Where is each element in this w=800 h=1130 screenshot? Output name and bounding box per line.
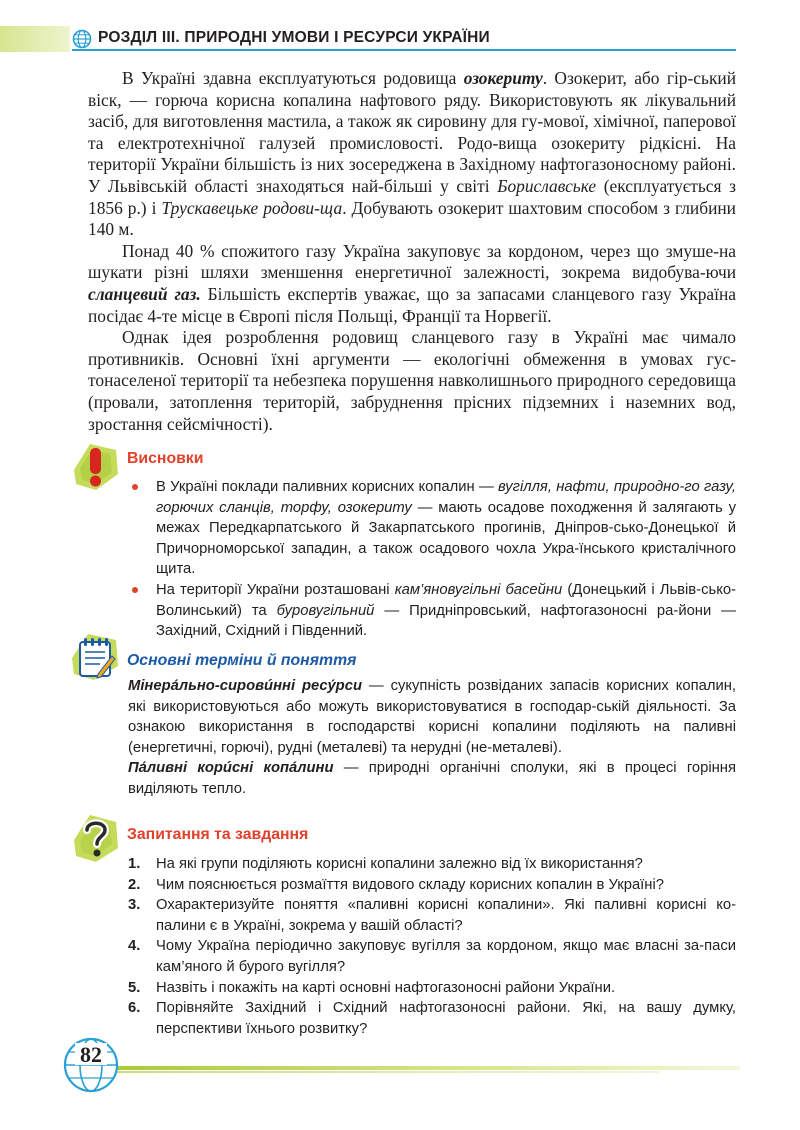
page-number: 82 [80, 1042, 102, 1067]
keyword-ozokerit: озокериту [463, 68, 543, 88]
text-run: — мають осадове походження й залягають у межах Передкарпатського й Закарпатського прогинів, Дніпров-сько-Донецької й Причорноморської западин, а також осадового чохла Укра-їнського кристалічного щита. [156, 499, 737, 578]
text-run: (Донецький і Львів-сько-Волинський) та [156, 581, 736, 619]
term: Па́ливні корúсні копа́лини [128, 760, 334, 777]
text-run: В Україні поклади паливних корисних копалин — [156, 479, 499, 495]
question-number: 4. [128, 938, 141, 955]
question-number: 1. [128, 856, 141, 872]
list-item [128, 580, 736, 642]
deposit-truskavets: Трускавецьке родови-ща [161, 197, 343, 218]
main-text [88, 68, 736, 435]
terms-title: Основні терміни й поняття [127, 652, 357, 669]
question-item [128, 936, 736, 977]
question-text: Чому Україна періодично закуповує вугілля за кордоном, якщо має власні за-паси кам’яного й бурого вугілля? [156, 938, 736, 975]
footer-accent-line [100, 1071, 660, 1073]
question-text: Назвіть і покажіть на карті основні нафтогазоносні райони України. [156, 979, 616, 996]
question-item [128, 854, 736, 875]
paragraph: Однак ідея розроблення родовищ сланцевого газу в Україні має чимало противників. Основні їхні аргументи — екологічні обмеження в умовах гус-тонаселеної території та небезпека порушення навколишнього природного середовища (провали, затоплення територій, забруднення прісних підземних і наземних вод, зростання сейсмічності). [88, 327, 736, 434]
bullet-icon [132, 587, 138, 593]
notepad-icon [70, 632, 120, 682]
question-text: На які групи поділяють корисні копалини залежно від їх використання? [156, 856, 643, 872]
definition: — сукупність розвіданих запасів корисних копалин, які використовуються або можуть використовуватися в господар-ській діяльності. За ознакою використання в господарстві корисні копалини поділяють на паливні (енергетичні, горючі), рудні (металеві) та нерудні (не-металеві). [128, 678, 736, 756]
question-text: Порівняйте Західний і Східний нафтогазоносні райони. Які, на вашу думку, перспективи їхнього розвитку? [156, 1000, 736, 1037]
text-run: Понад 40 % спожитого газу Україна закуповує за кордоном, через що змуше-на шукати різні шляхи зменшення енергетичної залежності, зокрема видобува-ючи [88, 240, 736, 283]
exclamation-icon [70, 440, 122, 492]
text-run: . Озокерит, або гір-ський віск, — горюча корисна копалина нафтового ряду. Використовують як лікувальний засіб, для виготовлення мастила, а також як сировину для гу-мової, хімічної, паперової та електротехнічної галузей промисловості. Родо-вища озокериту рідкісні. На території України більшість із них зосереджена в Західному нафтогазоносному районі. У Львівській області знаходяться най-більші у світі [88, 68, 737, 196]
text-run: Більшість експертів уважає, що за запасами сланцевого газу Україна посідає 4-те місце в Європі після Польщі, Франції та Норвегії. [88, 283, 737, 326]
terms-block [128, 676, 736, 800]
header-rule [72, 49, 736, 51]
term-definition [128, 676, 736, 758]
questions-title: Запитання та завдання [127, 826, 309, 843]
text-run: — Придніпровський, нафтогазоносні ра-йони — Західний, Східний і Південний. [156, 602, 736, 640]
question-text: Чим пояснюється розмаїття видового складу корисних копалин в Україні? [156, 876, 664, 893]
questions-list [128, 854, 736, 1039]
chapter-header [72, 26, 736, 52]
term: Мінера́льно-сировúнні ресу́рси [128, 678, 362, 694]
chapter-title: РОЗДІЛ III. ПРИРОДНІ УМОВИ І РЕСУРСИ УКРАЇНИ [98, 29, 490, 46]
question-text: Охарактеризуйте поняття «паливні корисні копалини». Які паливні корисні ко-палини є в Україні, зокрема у вашій області? [156, 897, 736, 934]
question-number: 6. [128, 1000, 141, 1017]
list-item [128, 477, 736, 580]
paragraph [88, 241, 736, 327]
question-item [128, 998, 736, 1039]
conclusions-title: Висновки [127, 450, 204, 467]
question-item [128, 978, 736, 999]
text-run: (експлуатується з 1856 р.) і [88, 175, 737, 218]
bullet-icon [132, 484, 138, 490]
fuel-list: вугілля, нафти, природно-го газу, горючих сланців, торфу, озокериту [156, 479, 736, 516]
footer-accent-band [100, 1066, 740, 1070]
text-run: . Добувають озокерит шахтовим способом з глибини 140 м. [88, 197, 736, 240]
question-number: 5. [128, 979, 141, 996]
definition: — природні органічні сполуки, які в процесі горіння виділяють тепло. [128, 760, 736, 797]
globe-icon [72, 29, 92, 49]
coal-basins: кам’яновугільні басейни [394, 581, 563, 598]
text-run: В Україні здавна експлуатуються родовища [122, 68, 464, 88]
question-number: 2. [128, 876, 141, 893]
question-icon [70, 812, 122, 864]
brown-coal: буровугільний [276, 602, 375, 619]
term-definition [128, 758, 736, 799]
question-number: 3. [128, 897, 141, 914]
text-run: На території України розташовані [156, 581, 395, 598]
paragraph [88, 68, 736, 241]
conclusions-list [128, 477, 736, 642]
question-item [128, 875, 736, 896]
header-accent-band [0, 26, 70, 52]
page-number-badge [62, 1036, 120, 1094]
keyword-shale-gas: сланцевий газ. [88, 283, 201, 304]
question-item [128, 895, 736, 936]
deposit-boryslav: Бориславське [497, 175, 597, 196]
